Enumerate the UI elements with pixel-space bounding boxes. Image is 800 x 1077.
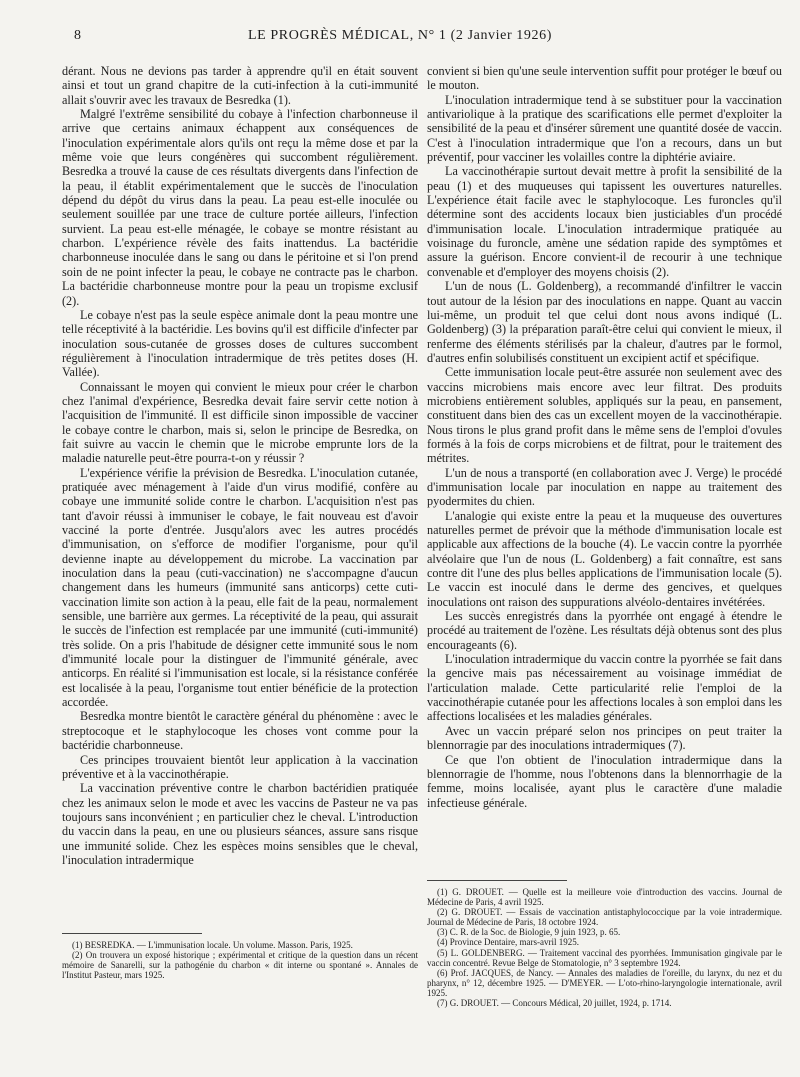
paragraph: L'un de nous a transporté (en collaboration avec J. Verge) le procédé d'immunisation locale par inoculation en nappe au traitement des pyodermites du chien. <box>427 465 782 509</box>
paragraph: Avec un vaccin préparé selon nos principes on peut traiter la blennorragie par des inoculations intradermiques (7). <box>427 723 782 753</box>
left-column <box>62 64 418 867</box>
footnote: (3) C. R. de la Soc. de Biologie, 9 juin 1923, p. 65. <box>437 927 621 938</box>
paragraph: Besredka montre bientôt le caractère général du phénomène : avec le streptocoque et le staphylocoque les choses vont comme pour la bactéridie charbonneuse. <box>62 709 418 753</box>
footnote: (4) Province Dentaire, mars-avril 1925. <box>437 937 579 948</box>
paragraph: Connaissant le moyen qui convient le mieux pour créer le charbon chez l'animal d'expérience, Besredka devait faire servir cette notion à l'acquisition de l'immunité. Il est difficile sinon impossible de vacciner le cobaye contre le charbon, mais si, selon le principe de Besredka, on fait suivre au vaccin le chemin que le microbe emprunte lors de la maladie naturelle peut-être pourra-t-on y réussir ? <box>62 379 418 466</box>
paragraph: Ce que l'on obtient de l'inoculation intradermique dans la blennorragie de l'homme, nous l'obtenons dans la blennorrhagie de la femme, moins localisée, ayant plus le caractère d'une maladie infectieuse générale. <box>427 752 782 810</box>
footnote-divider <box>62 933 202 934</box>
paragraph: Ces principes trouvaient bientôt leur application à la vaccination préventive et à la vaccinothérapie. <box>62 752 418 781</box>
paragraph: L'inoculation intradermique tend à se substituer pour la vaccination antivariolique à la pratique des scarifications elle permet d'exploiter la sensibilité de la peau et d'insérer sûrement une quantité dosée de vaccin. C'est à l'inoculation intradermique que l'on a recours, dans un but préventif, pour vacciner les volailles contre la diphtérie aviaire. <box>427 92 782 165</box>
footnote-divider <box>427 880 567 881</box>
paragraph: dérant. Nous ne devions pas tarder à apprendre qu'il en était souvent ainsi et tout un grand chapitre de la cuti-infection à la cuti-immunité allait s'ouvrir avec les travaux de Besredka (1). <box>62 64 418 107</box>
footnote: (5) L. GOLDENBERG. — Traitement vaccinal des pyorrhées. Immunisation gingivale par le vaccin concentré. Revue Belge de Stomatologie, n° 3 septembre 1924. <box>427 947 782 968</box>
paragraph: L'un de nous (L. Goldenberg), a recommandé d'infiltrer le vaccin tout autour de la lésion par des inoculations en nappe. Quant au vaccin lui-même, un produit tel que celui dont nous avons indiqué (L. Goldenberg) (3) la préparation paraît-être celui qui convient le mieux, il renferme des éléments stérilisés par la chaleur, d'autres par le formol, d'autres enfin solubilisés constituent un excipient actif et spécifique. <box>427 279 782 365</box>
paragraph: La vaccination préventive contre le charbon bactéridien pratiquée chez les animaux selon le mode et avec les vaccins de Pasteur ne va pas toujours sans inconvénient ; en particulier chez le cheval. L'introduction du vaccin dans la peau, en une ou plusieurs séances, assure sans risque une immunité solide. Chez les espèces moins sensibles que le cheval, l'inoculation intradermique <box>62 781 418 867</box>
paragraph: Malgré l'extrême sensibilité du cobaye à l'infection charbonneuse il arrive que certains animaux échappent aux conséquences de l'inoculation expérimentale alors qu'ils ont reçu la même dose et par la même voie que leurs congénères qui succombent régulièrement. Besredka a trouvé la cause de ces résultats divergents dans l'infection de la peau, il établit expérimentalement que le succès de l'inoculation dépend du dépôt du virus dans la peau. La peau est-elle inoculée ou seulement souillée par une trace de culture portée ailleurs, l'infection survient. La peau est-elle ménagée, le cobaye se montre résistant au charbon. L'expérience révèle des faits inattendus. La bactéridie charbonneuse inoculée dans le sang ou dans le péritoine et si l'on prend soin de ne point infecter la peau, le cobaye ne contracte pas le charbon. La bactéridie charbonneuse montre pour la peau un tropisme exclusif (2). <box>62 107 418 308</box>
paragraph: L'inoculation intradermique du vaccin contre la pyorrhée se fait dans la gencive mais pas nécessairement au voisinage immédiat de l'articulation malade. Cette particularité relie l'emploi de la vaccinothérapie cutanée pour les affections locales à son emploi dans les affections localisées et les maladies générales. <box>427 652 782 724</box>
footnote: (2) On trouvera un exposé historique ; expérimental et critique de la question dans un récent mémoire de Sanarelli, sur la pathogénie du charbon « dit interne ou spontané ». Annales de l'Institut Pasteur, mars 1925. <box>62 950 418 981</box>
footnotes-left <box>62 933 418 980</box>
footnote: (1) G. DROUET. — Quelle est la meilleure voie d'introduction des vaccins. Journal de Médecine de Paris, 4 avril 1925. <box>427 887 782 908</box>
footnote: (6) Prof. JACQUES, de Nancy. — Annales des maladies de l'oreille, du larynx, du nez et du pharynx, n° 12, décembre 1925. — D'MEYER. — L'oto-rhino-laryngologie internationale, avril 1925. <box>427 967 782 998</box>
page-number: 8 <box>74 28 81 43</box>
footnote: (7) G. DROUET. — Concours Médical, 20 juillet, 1924, p. 1714. <box>437 998 672 1009</box>
paragraph: Cette immunisation locale peut-être assurée non seulement avec des vaccins microbiens mais encore avec leur filtrat. Des produits microbiens entièrement solubles, appliqués sur la peau, en pansement, constituent dans bien des cas un excellent moyen de la vaccinothérapie. Nous tirons le plus grand profit dans le même sens de l'emploi d'ovules formés à la fois de corps microbiens et de filtrat, pour le traitement des métrites. <box>427 365 782 466</box>
paragraph: La vaccinothérapie surtout devait mettre à profit la sensibilité de la peau (1) et des muqueuses qui tapissent les ouvertures naturelles. L'expérience était facile avec le staphylocoque. Les furoncles qu'il détermine sont des accidents locaux bien justiciables d'un procédé d'immunisation locale. L'inoculation intradermique pratiquée au voisinage du furoncle, amène une sédation rapide des symptômes et assure la guérison. Encore convient-il de recourir à une technique convenable et d'employer des moyens choisis (2). <box>427 164 782 279</box>
paragraph: Les succès enregistrés dans la pyorrhée ont engagé à étendre le procédé au traitement de l'ozène. Les résultats déjà obtenus sont des plus encourageants (6). <box>427 609 782 652</box>
running-title: LE PROGRÈS MÉDICAL, N° 1 (2 Janvier 1926) <box>248 28 552 43</box>
paragraph: Le cobaye n'est pas la seule espèce animale dont la peau montre une telle réceptivité à la bactéridie. Les bovins qu'il est difficile d'infecter par inoculation sous-cutanée de grosses doses de cultures succombent régulièrement à l'inoculation intradermique de très petites doses (H. Vallée). <box>62 307 418 380</box>
footnote: (2) G. DROUET. — Essais de vaccination antistaphylococcique par la voie intradermique. Journal de Médecine de Paris, 18 octobre 1924. <box>427 907 782 928</box>
page-header <box>0 28 800 48</box>
footnotes-right <box>427 880 782 1008</box>
right-column <box>427 64 782 810</box>
paragraph: L'analogie qui existe entre la peau et la muqueuse des ouvertures naturelles permet de prévoir que la méthode d'immunisation locale est applicable aux affections de la bouche (4). Le vaccin contre la pyorrhée alvéolaire que l'un de nous (L. Goldenberg) a fait connaître, est sans contre dit l'une des plus belles applications de l'immunisation locale (5). Le vaccin est inoculé dans le derme des gencives, et quelques inoculations ont raison des suppurations alvéolo-dentaires invétérées. <box>427 508 782 609</box>
footnote: (1) BESREDKA. — L'immunisation locale. Un volume. Masson. Paris, 1925. <box>72 940 353 950</box>
paragraph: convient si bien qu'une seule intervention suffit pour protéger le bœuf ou le mouton. <box>427 64 782 93</box>
paragraph: L'expérience vérifie la prévision de Besredka. L'inoculation cutanée, pratiquée avec ménagement à l'aide d'un virus modifié, confère au cobaye une immunité solide contre le charbon. L'acquisition n'est pas tant d'avoir réussi à immuniser le cobaye, le fait nouveau est d'avoir vacciné la porte d'entrée. Jusqu'alors avec les autres procédés d'immunisation, on s'efforce de modifier l'organisme, pour qu'il devienne inapte au développement du microbe. La vaccination par inoculation dans la peau (cuti-vaccination) ne s'accompagne d'aucun changement dans les humeurs (immunité sans anticorps) cette cuti-vaccination limite son action à la peau, elle fait de la peau, normalement sensible, une barrière aux germes. La réceptivité de la peau, qui assurait le succès de l'infection est remplacée par une immunité (cuti-immunité) très solide. On a pris l'habitude de désigner cette immunité sous le nom d'immunité locale pour la distinguer de l'immunité générale, avec anticorps. En réalité si l'immunisation est locale, si la résistance conférée est localisée à la peau, l'organisme tout entier bénéficie de la protection accordée. <box>62 465 418 710</box>
